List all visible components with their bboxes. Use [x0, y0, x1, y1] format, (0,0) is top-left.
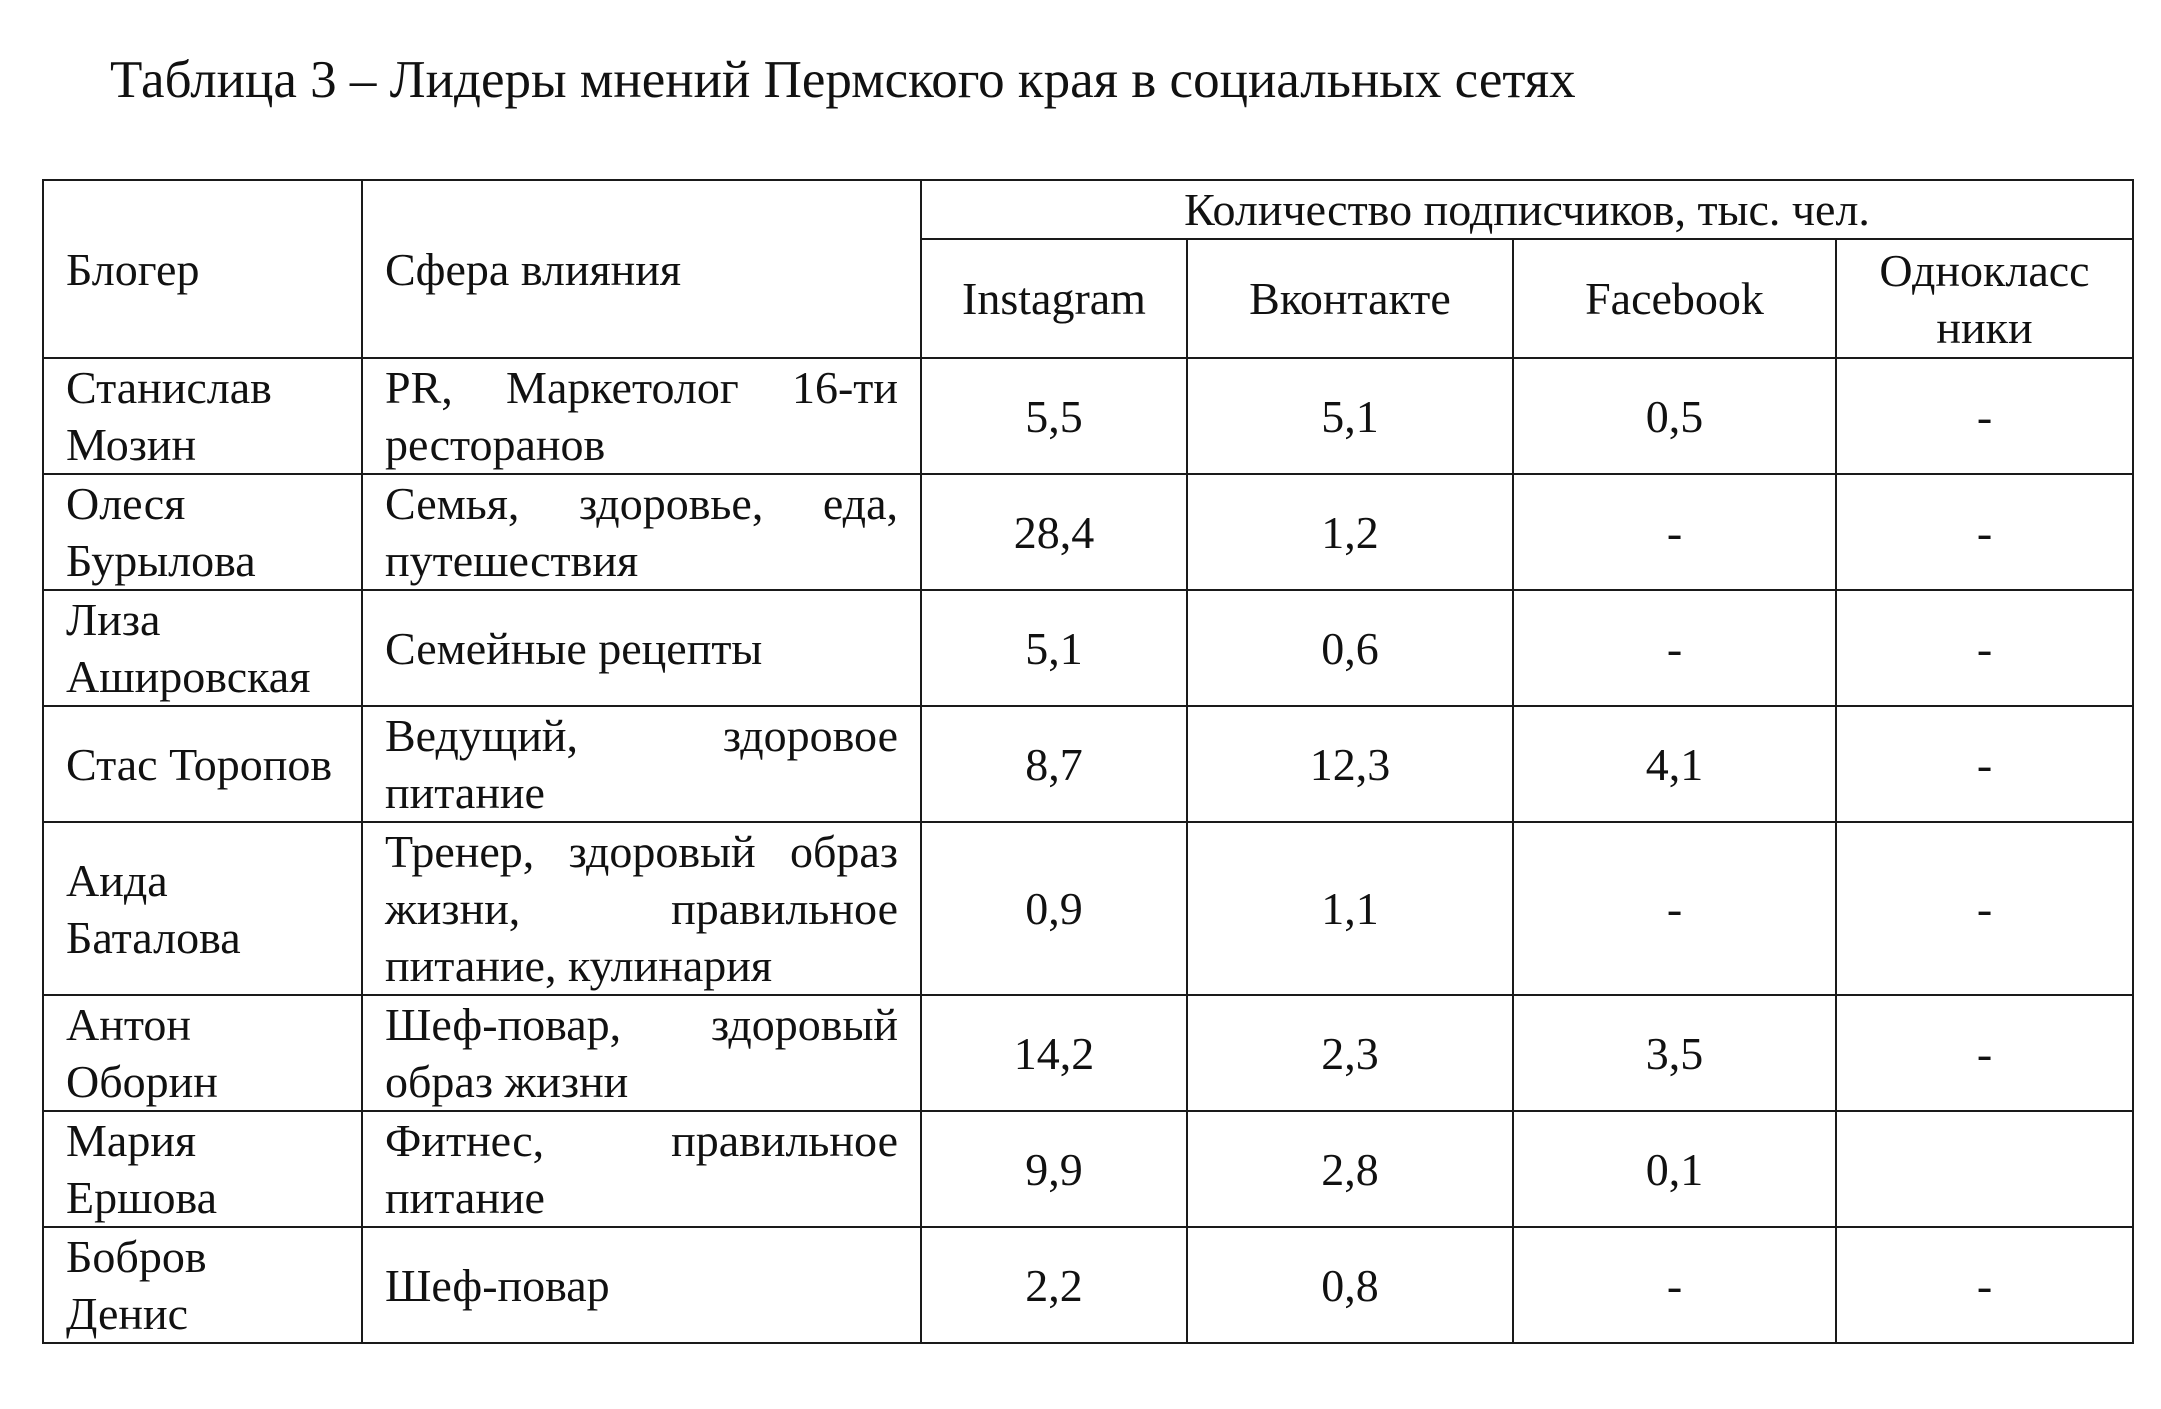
cell-sphere: Шеф-повар, здоровый образ жизни: [362, 995, 921, 1111]
table-row: [43, 358, 2133, 474]
cell-facebook: 0,1: [1513, 1111, 1836, 1227]
header-vkontakte: Вконтакте: [1187, 239, 1513, 358]
cell-vkontakte: 5,1: [1187, 358, 1513, 474]
cell-instagram: 8,7: [921, 706, 1187, 822]
table-row: [43, 995, 2133, 1111]
cell-sphere: Ведущий, здоровое питание: [362, 706, 921, 822]
table-row: [43, 1227, 2133, 1343]
cell-sphere: Тренер, здоровый образ жизни, правильное питание, кулинария: [362, 822, 921, 995]
cell-vkontakte: 0,8: [1187, 1227, 1513, 1343]
cell-sphere: Фитнес, правильное питание: [362, 1111, 921, 1227]
cell-facebook: 3,5: [1513, 995, 1836, 1111]
cell-vkontakte: 2,3: [1187, 995, 1513, 1111]
table-row: [43, 474, 2133, 590]
cell-blogger: Мария Ершова: [43, 1111, 362, 1227]
table-row: [43, 822, 2133, 995]
cell-blogger: Бобров Денис: [43, 1227, 362, 1343]
cell-instagram: 14,2: [921, 995, 1187, 1111]
table-caption: Таблица 3 – Лидеры мнений Пермского края в социальных сетях: [110, 51, 1576, 109]
cell-vkontakte: 1,1: [1187, 822, 1513, 995]
header-blogger: Блогер: [43, 180, 362, 358]
cell-blogger: Станислав Мозин: [43, 358, 362, 474]
header-odnoklassniki: Однокласс ники: [1836, 239, 2133, 358]
header-subscribers-group: Количество подписчиков, тыс. чел.: [921, 180, 2133, 239]
cell-blogger: Лиза Ашировская: [43, 590, 362, 706]
cell-facebook: -: [1513, 1227, 1836, 1343]
cell-facebook: -: [1513, 590, 1836, 706]
cell-sphere: Шеф-повар: [362, 1227, 921, 1343]
cell-blogger: Стас Торопов: [43, 706, 362, 822]
cell-sphere: Семейные рецепты: [362, 590, 921, 706]
cell-vkontakte: 2,8: [1187, 1111, 1513, 1227]
cell-blogger: Аида Баталова: [43, 822, 362, 995]
cell-vkontakte: 0,6: [1187, 590, 1513, 706]
cell-sphere: PR, Маркетолог 16-ти ресторанов: [362, 358, 921, 474]
cell-odnoklassniki: -: [1836, 1227, 2133, 1343]
table-row: [43, 1111, 2133, 1227]
cell-facebook: -: [1513, 822, 1836, 995]
cell-odnoklassniki: -: [1836, 474, 2133, 590]
header-instagram: Instagram: [921, 239, 1187, 358]
cell-blogger: Антон Оборин: [43, 995, 362, 1111]
cell-facebook: -: [1513, 474, 1836, 590]
header-sphere: Сфера влияния: [362, 180, 921, 358]
cell-instagram: 28,4: [921, 474, 1187, 590]
table-row: [43, 706, 2133, 822]
cell-instagram: 5,5: [921, 358, 1187, 474]
cell-odnoklassniki: -: [1836, 358, 2133, 474]
cell-facebook: 0,5: [1513, 358, 1836, 474]
cell-facebook: 4,1: [1513, 706, 1836, 822]
cell-vkontakte: 12,3: [1187, 706, 1513, 822]
table-body: [43, 358, 2133, 1343]
cell-instagram: 2,2: [921, 1227, 1187, 1343]
cell-blogger: Олеся Бурылова: [43, 474, 362, 590]
header-facebook: Facebook: [1513, 239, 1836, 358]
cell-odnoklassniki: [1836, 1111, 2133, 1227]
cell-odnoklassniki: -: [1836, 822, 2133, 995]
table-row: [43, 590, 2133, 706]
cell-vkontakte: 1,2: [1187, 474, 1513, 590]
cell-instagram: 9,9: [921, 1111, 1187, 1227]
cell-instagram: 5,1: [921, 590, 1187, 706]
cell-sphere: Семья, здоровье, еда, путешествия: [362, 474, 921, 590]
cell-odnoklassniki: -: [1836, 995, 2133, 1111]
bloggers-table: [42, 179, 2134, 1344]
cell-instagram: 0,9: [921, 822, 1187, 995]
cell-odnoklassniki: -: [1836, 590, 2133, 706]
cell-odnoklassniki: -: [1836, 706, 2133, 822]
